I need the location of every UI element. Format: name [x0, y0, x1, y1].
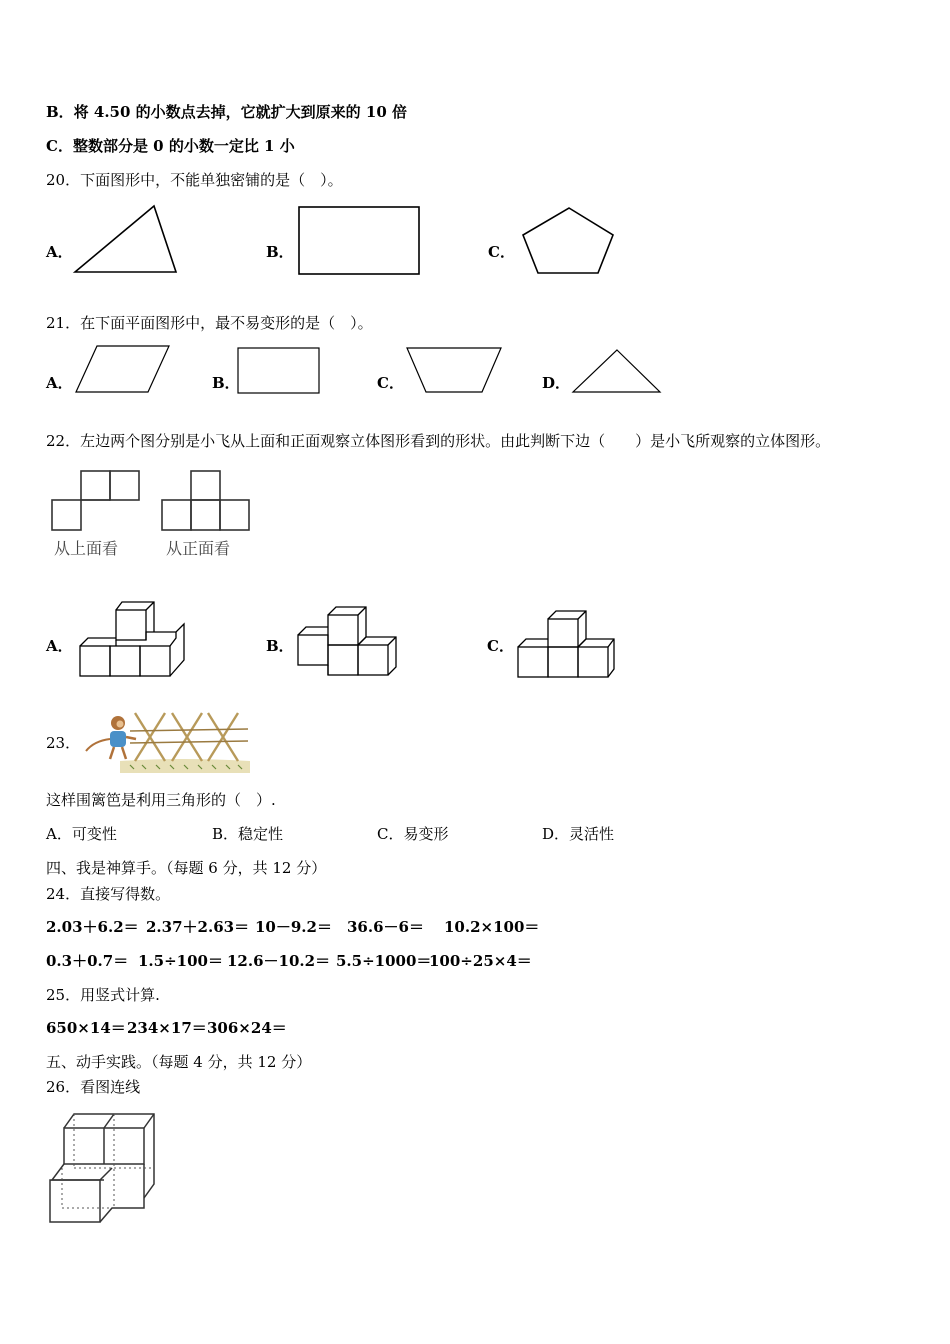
q22-front-view-figure [158, 468, 258, 564]
q21-label-c: C． [377, 374, 404, 392]
q21-label-a: A． [46, 374, 73, 392]
q23-option-b: B．稳定性 [212, 825, 284, 843]
q24-stem: 24．直接写得数。 [46, 885, 171, 903]
q24-row2-item: 0.3＋0.7＝ [46, 952, 129, 970]
q25-stem: 25．用竖式计算. [46, 986, 160, 1004]
q22-top-view-caption: 从上面看 [54, 539, 119, 558]
q25-item: 234×17＝ [127, 1019, 207, 1037]
q24-row1-item: 36.6－6＝ [347, 918, 424, 936]
q21-triangle-figure [570, 347, 664, 395]
q23-option-c: C．易变形 [377, 825, 449, 843]
q24-row1-item: 10.2×100＝ [444, 918, 540, 936]
q21-rectangle-figure [236, 346, 322, 396]
q22-top-view-figure [48, 468, 148, 564]
q20-rectangle-figure [297, 205, 423, 277]
q26-stem: 26．看图连线 [46, 1078, 141, 1096]
q24-row2-item: 1.5÷100＝ [138, 952, 223, 970]
q20-stem: 20．下面图形中，不能单独密铺的是（ ）。 [46, 171, 343, 189]
q23-option-a: A．可变性 [46, 825, 117, 843]
q23-stem: 这样围篱笆是利用三角形的（ ）. [46, 791, 276, 809]
q22-option-a-cubes [76, 596, 192, 684]
q20-pentagon-figure [520, 205, 618, 277]
q23-option-d: D．灵活性 [542, 825, 615, 843]
q22-option-c-cubes [514, 607, 620, 683]
q22-stem: 22．左边两个图分别是小飞从上面和正面观察立体图形看到的形状。由此判断下边（ ）是小飞所观察的立体图形。 [46, 432, 831, 450]
q22-label-c: C． [487, 637, 514, 655]
q21-label-b: B． [212, 374, 240, 392]
q24-row2-item: 12.6－10.2＝ [227, 952, 331, 970]
q21-label-d: D． [542, 374, 571, 392]
q22-option-b-cubes [294, 601, 400, 681]
q22-label-b: B． [266, 637, 294, 655]
q25-item: 306×24＝ [207, 1019, 287, 1037]
q20-label-c: C． [488, 243, 515, 261]
q21-parallelogram-figure [73, 343, 173, 395]
q24-row1-item: 10－9.2＝ [255, 918, 332, 936]
q21-trapezoid-figure [404, 345, 504, 395]
q25-item: 650×14＝ [46, 1019, 126, 1037]
q22-label-a: A． [46, 637, 73, 655]
q24-row2-item: 100÷25×4＝ [429, 952, 532, 970]
q22-front-view-caption: 从正面看 [166, 539, 231, 558]
q24-row1-item: 2.37＋2.63＝ [146, 918, 250, 936]
q20-label-b: B． [266, 243, 294, 261]
q20-triangle-figure [72, 203, 180, 277]
q21-stem: 21．在下面平面图形中，最不易变形的是（ ）。 [46, 314, 373, 332]
q24-row1-item: 2.03＋6.2＝ [46, 918, 139, 936]
q23-fence-illustration [80, 703, 252, 775]
q20-label-a: A． [46, 243, 73, 261]
q19-option-b: B．将 4.50 的小数点去掉，它就扩大到原来的 10 倍 [46, 103, 407, 121]
section-4-title: 四、我是神算手。（每题 6 分，共 12 分） [46, 859, 327, 877]
section-5-title: 五、动手实践。（每题 4 分，共 12 分） [46, 1053, 312, 1071]
q23-number: 23． [46, 734, 81, 752]
q26-solid-figure [44, 1108, 158, 1228]
q19-option-c: C．整数部分是 0 的小数一定比 1 小 [46, 137, 295, 155]
q24-row2-item: 5.5÷1000＝ [336, 952, 432, 970]
